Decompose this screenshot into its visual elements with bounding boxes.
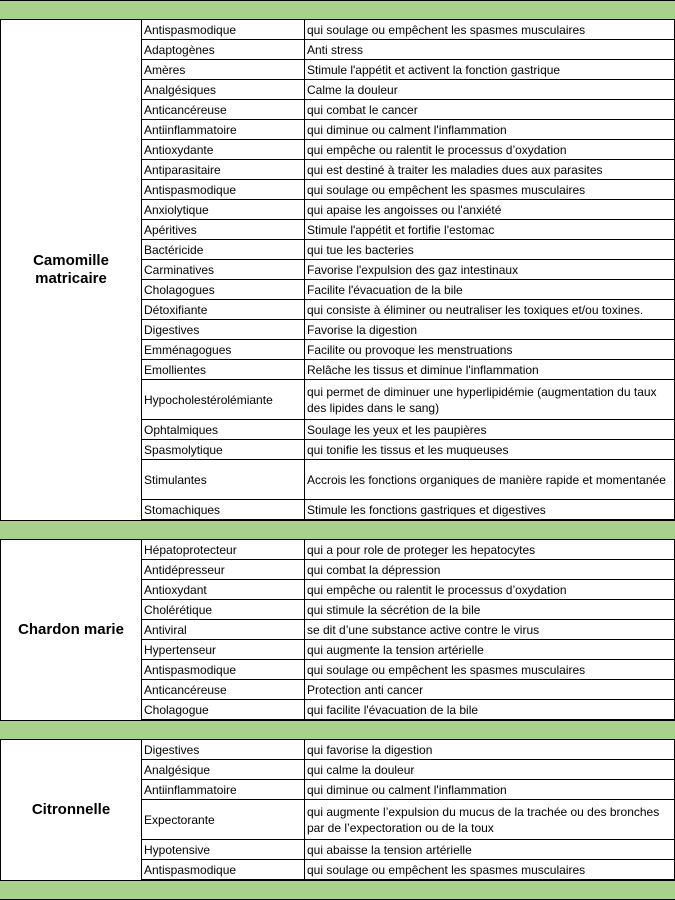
description-cell <box>305 780 675 799</box>
plant-name-cell <box>0 540 142 720</box>
description-text: qui soulage ou empêchent les spasmes musculaires <box>307 182 586 197</box>
plant-name: Camomille matricaire <box>33 252 109 287</box>
description-text: Soulage les yeux et les paupières <box>307 422 487 437</box>
table-row <box>142 240 675 260</box>
description-text: qui soulage ou empêchent les spasmes musculaires <box>307 662 586 677</box>
property-cell: Ophtalmiques <box>142 420 305 439</box>
description-text: Favorise la digestion <box>307 322 418 337</box>
section-separator-band <box>0 880 675 900</box>
property-cell: Hypotensive <box>142 840 305 859</box>
description-cell <box>305 40 675 59</box>
table-row <box>142 380 675 420</box>
description-cell <box>305 760 675 779</box>
property-cell: Bactéricide <box>142 240 305 259</box>
property-cell: Amères <box>142 60 305 79</box>
table-row <box>142 220 675 240</box>
property-cell: Antiinflammatoire <box>142 120 305 139</box>
property-cell: Cholagogue <box>142 700 305 719</box>
description-text: qui combat le cancer <box>307 102 418 117</box>
table-row <box>142 180 675 200</box>
description-text: Protection anti cancer <box>307 682 424 697</box>
property-cell: Analgésique <box>142 760 305 779</box>
description-text: Stimule l'appétit et fortifie l'estomac <box>307 222 495 237</box>
plant-name: Chardon marie <box>18 621 124 638</box>
description-cell <box>305 680 675 699</box>
description-text: qui augmente la tension artérielle <box>307 642 484 657</box>
description-text: Relâche les tissus et diminue l'inflammation <box>307 362 539 377</box>
table-row <box>142 120 675 140</box>
table-row <box>142 60 675 80</box>
property-cell: Hypocholestérolémiante <box>142 380 305 419</box>
description-cell <box>305 560 675 579</box>
description-cell <box>305 100 675 119</box>
property-cell: Digestives <box>142 320 305 339</box>
description-text: qui tonifie les tissus et les muqueuses <box>307 442 509 457</box>
description-text: qui empêche ou ralentit le processus d’oxydation <box>307 582 567 597</box>
table-row <box>142 800 675 840</box>
description-text: qui abaisse la tension artérielle <box>307 842 472 857</box>
table-row <box>142 300 675 320</box>
description-cell <box>305 320 675 339</box>
description-cell <box>305 120 675 139</box>
section-separator-band <box>0 0 675 20</box>
description-cell <box>305 620 675 639</box>
property-cell: Hépatoprotecteur <box>142 540 305 559</box>
description-text: qui combat la dépression <box>307 562 441 577</box>
description-text: se dit d’une substance active contre le virus <box>307 622 540 637</box>
description-text: Favorise l'expulsion des gaz intestinaux <box>307 262 519 277</box>
description-cell <box>305 600 675 619</box>
description-cell <box>305 700 675 719</box>
description-text: qui empêche ou ralentit le processus d’oxydation <box>307 142 567 157</box>
description-cell <box>305 860 675 879</box>
description-cell <box>305 800 675 839</box>
description-text: qui facilite l'évacuation de la bile <box>307 702 479 717</box>
property-cell: Cholérétique <box>142 600 305 619</box>
description-cell <box>305 280 675 299</box>
description-cell <box>305 180 675 199</box>
description-text: Stimule l'appétit et activent la fonction gastrique <box>307 62 561 77</box>
table-row <box>142 780 675 800</box>
description-cell <box>305 240 675 259</box>
description-cell <box>305 740 675 759</box>
table-row <box>142 600 675 620</box>
table-row <box>142 280 675 300</box>
table-row <box>142 640 675 660</box>
description-cell <box>305 20 675 39</box>
property-cell: Antioxydant <box>142 580 305 599</box>
table-row <box>142 580 675 600</box>
property-cell: Antiviral <box>142 620 305 639</box>
description-text: qui diminue ou calment l'inflammation <box>307 122 507 137</box>
description-text: Accrois les fonctions organiques de manière rapide et momentanée <box>307 472 666 487</box>
description-cell <box>305 540 675 559</box>
table-row <box>142 20 675 40</box>
description-cell <box>305 580 675 599</box>
description-text: qui soulage ou empêchent les spasmes musculaires <box>307 862 586 877</box>
property-cell: Digestives <box>142 740 305 759</box>
property-cell: Hypertenseur <box>142 640 305 659</box>
description-text: qui permet de diminuer une hyperlipidémie (augmentation du taux des lipides dans le sang) <box>307 384 657 415</box>
property-cell: Stomachiques <box>142 500 305 519</box>
table-row <box>142 660 675 680</box>
table-row <box>142 560 675 580</box>
table-row <box>142 840 675 860</box>
description-cell <box>305 360 675 379</box>
description-cell <box>305 60 675 79</box>
property-cell: Cholagogues <box>142 280 305 299</box>
description-text: qui consiste à éliminer ou neutraliser les toxiques et/ou toxines. <box>307 302 644 317</box>
table-row <box>142 100 675 120</box>
description-cell <box>305 300 675 319</box>
description-cell <box>305 220 675 239</box>
table-row <box>142 160 675 180</box>
property-cell: Anxiolytique <box>142 200 305 219</box>
description-text: Facilite l'évacuation de la bile <box>307 282 463 297</box>
table-row <box>142 760 675 780</box>
table-row <box>142 860 675 880</box>
table-row <box>142 260 675 280</box>
plant-name-cell <box>0 20 142 520</box>
description-text: qui stimule la sécrétion de la bile <box>307 602 481 617</box>
property-cell: Emménagogues <box>142 340 305 359</box>
description-text: qui calme la douleur <box>307 762 415 777</box>
property-cell: Stimulantes <box>142 460 305 499</box>
table-row <box>142 540 675 560</box>
description-cell <box>305 420 675 439</box>
table-row <box>142 200 675 220</box>
description-cell <box>305 640 675 659</box>
property-cell: Expectorante <box>142 800 305 839</box>
property-cell: Antispasmodique <box>142 660 305 679</box>
table-row <box>142 40 675 60</box>
description-cell <box>305 500 675 519</box>
property-cell: Anticancéreuse <box>142 100 305 119</box>
description-cell <box>305 260 675 279</box>
description-cell <box>305 160 675 179</box>
property-cell: Antiparasitaire <box>142 160 305 179</box>
table-row <box>142 140 675 160</box>
property-cell: Antioxydante <box>142 140 305 159</box>
section-separator-band <box>0 520 675 540</box>
description-text: qui soulage ou empêchent les spasmes musculaires <box>307 22 586 37</box>
description-text: Facilite ou provoque les menstruations <box>307 342 513 357</box>
plant-name: Citronnelle <box>31 801 111 818</box>
property-cell: Anticancéreuse <box>142 680 305 699</box>
table-row <box>142 340 675 360</box>
table-row <box>142 460 675 500</box>
description-text: Calme la douleur <box>307 82 398 97</box>
description-text: Stimule les fonctions gastriques et digestives <box>307 502 546 517</box>
property-cell: Antidépresseur <box>142 560 305 579</box>
description-text: qui a pour role de proteger les hepatocytes <box>307 542 536 557</box>
property-cell: Antispasmodique <box>142 20 305 39</box>
table-row <box>142 680 675 700</box>
description-text: qui augmente l’expulsion du mucus de la trachée ou des bronches par de l’expectoration ou de la toux <box>307 804 660 835</box>
description-cell <box>305 200 675 219</box>
table-row <box>142 320 675 340</box>
plant-name-cell <box>0 740 142 880</box>
description-cell <box>305 340 675 359</box>
table-row <box>142 80 675 100</box>
description-cell <box>305 80 675 99</box>
description-cell <box>305 460 675 499</box>
description-cell <box>305 140 675 159</box>
property-cell: Antispasmodique <box>142 860 305 879</box>
property-cell: Détoxifiante <box>142 300 305 319</box>
description-text: Anti stress <box>307 42 364 57</box>
description-cell <box>305 840 675 859</box>
table-row <box>142 440 675 460</box>
description-text: qui est destiné à traiter les maladies dues aux parasites <box>307 162 603 177</box>
property-cell: Analgésiques <box>142 80 305 99</box>
property-cell: Adaptogènes <box>142 40 305 59</box>
description-text: qui diminue ou calment l'inflammation <box>307 782 507 797</box>
property-cell: Carminatives <box>142 260 305 279</box>
description-text: qui apaise les angoisses ou l'anxiété <box>307 202 502 217</box>
section-separator-band <box>0 720 675 740</box>
property-cell: Antispasmodique <box>142 180 305 199</box>
property-cell: Emollientes <box>142 360 305 379</box>
table-row <box>142 360 675 380</box>
property-cell: Antiinflammatoire <box>142 780 305 799</box>
description-cell <box>305 380 675 419</box>
table-row <box>142 620 675 640</box>
table-row <box>142 420 675 440</box>
table-row <box>142 740 675 760</box>
description-cell <box>305 660 675 679</box>
property-cell: Spasmolytique <box>142 440 305 459</box>
table-row <box>142 700 675 720</box>
property-cell: Apéritives <box>142 220 305 239</box>
description-text: qui favorise la digestion <box>307 742 433 757</box>
description-cell <box>305 440 675 459</box>
description-text: qui tue les bacteries <box>307 242 414 257</box>
table-row <box>142 500 675 520</box>
